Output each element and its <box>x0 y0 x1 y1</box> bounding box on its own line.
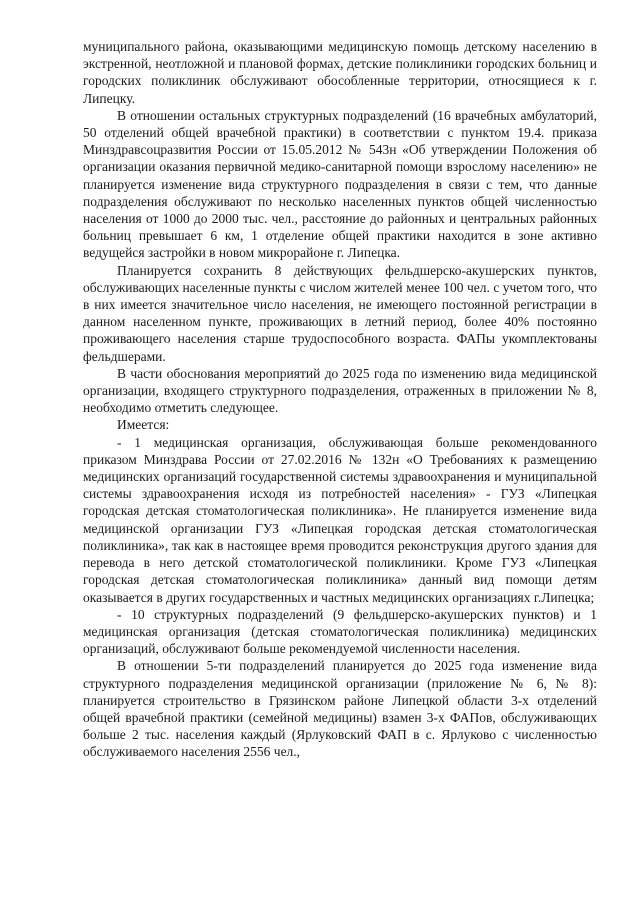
paragraph-2: В отношении остальных структурных подразделений (16 врачебных амбулаторий, 50 отделений общей врачебной практики) в соответствии с пунктом 19.4. приказа Минздравсоцразвития России от 15.05.2012 № 543н «Об утверждении Положения об организации оказания первичной медико-санитарной помощи взрослому населению» не планируется изменение вида структурного подразделения в связи с тем, что данные подразделения обслуживают по несколько населенных пунктов общей численностью населения от 1000 до 2000 тыс. чел., расстояние до районных и центральных районных больниц превышает 6 км, 1 отделение общей практики находится в зоне активно ведущейся застройки в новом микрорайоне г. Липецка. <box>83 107 597 261</box>
paragraph-1: муниципального района, оказывающими медицинскую помощь детскому населению в экстренной, неотложной и плановой формах, детские поликлиники городских больниц и городских поликлиник обслуживают обособленные территории, относящиеся к г. Липецку. <box>83 39 597 106</box>
paragraph-5: Имеется: <box>117 417 170 433</box>
document-page <box>83 38 597 761</box>
paragraph-6: - 1 медицинская организация, обслуживающая больше рекомендованного приказом Минздрава России от 27.02.2016 № 132н «О Требованиях к размещению медицинских организаций государственной системы здравоохранения и муниципальной системы здравоохранения исходя из потребностей населения» - ГУЗ «Липецкая городская детская стоматологическая поликлиника». Не планируется изменение вида медицинской организации ГУЗ «Липецкая городская детская стоматологическая поликлиника», так как в настоящее время проводится реконструкция другого здания для перевода в него детской стоматологической поликлиники. Кроме ГУЗ «Липецкая городская детская стоматологическая поликлиника» данный вид помощи детям оказывается в других государственных и частных медицинских организациях г.Липецка; <box>83 434 597 605</box>
paragraph-4: В части обоснования мероприятий до 2025 года по изменению вида медицинской организации, входящего структурного подразделения, отраженных в приложении № 8, необходимо отметить следующее. <box>83 365 597 416</box>
paragraph-3: Планируется сохранить 8 действующих фельдшерско-акушерских пунктов, обслуживающих населенные пункты с числом жителей менее 100 чел. с учетом того, что в них имеется значительное число населения, не имеющего постоянной регистрации в данном населенном пункте, проживающих в летний период, более 40% постоянно проживающего населения старше трудоспособного возраста. ФАПы укомплектованы фельдшерами. <box>83 262 597 364</box>
paragraph-8: В отношении 5-ти подразделений планируется до 2025 года изменение вида структурного подразделения медицинской организации (приложение № 6, № 8): планируется строительство в Грязинском районе Липецкой области 3-х отделений общей врачебной практики (семейной медицины) взамен 3-х ФАПов, обслуживающих больше 2 тыс. населения каждый (Ярлуковский ФАП в с. Ярлуково с численностью обслуживаемого населения 2556 чел., <box>83 658 597 760</box>
paragraph-7: - 10 структурных подразделений (9 фельдшерско-акушерских пунктов) и 1 медицинская организация (детская стоматологическая поликлиника) медицинских организаций, обслуживают больше рекомендуемой численности населения. <box>83 606 597 657</box>
